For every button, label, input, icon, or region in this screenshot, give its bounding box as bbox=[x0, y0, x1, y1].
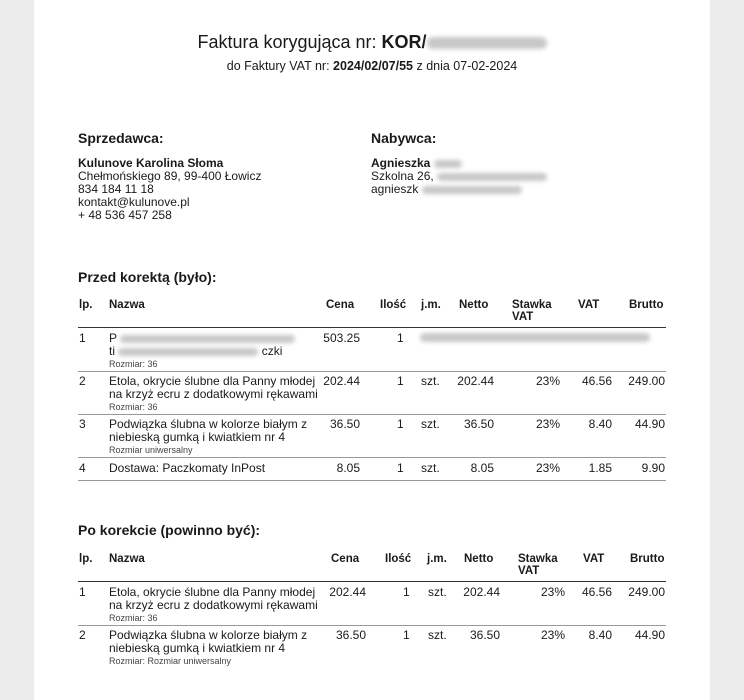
row-qty: 1 bbox=[403, 628, 410, 642]
row-gross: 44.90 bbox=[634, 417, 665, 431]
row-line1: Etola, okrycie ślubne dla Panny młodej bbox=[109, 585, 316, 599]
row-line2: niebieską gumką i kwiatkiem nr 4 bbox=[109, 641, 286, 655]
row-size: Rozmiar: 36 bbox=[109, 613, 158, 623]
row-qty: 1 bbox=[397, 374, 404, 388]
row-unit: szt. bbox=[428, 585, 447, 599]
row-line2: na krzyż ecru z dodatkowymi rękawami bbox=[109, 387, 318, 401]
row-price: 503.25 bbox=[323, 331, 360, 345]
seller-address: Chełmońskiego 89, 99-400 Łowicz bbox=[78, 169, 262, 183]
col-rate: Stawka VAT bbox=[512, 299, 552, 323]
row-net: 202.44 bbox=[457, 374, 494, 388]
row-qty: 1 bbox=[397, 331, 404, 345]
col-vat: VAT bbox=[578, 299, 600, 311]
row-rate: 23% bbox=[535, 374, 560, 388]
seller-phone: + 48 536 457 258 bbox=[78, 208, 172, 222]
row-size: Rozmiar: Rozmiar uniwersalny bbox=[109, 656, 232, 666]
buyer-block bbox=[371, 157, 547, 196]
title-prefix: Faktura korygująca nr: bbox=[197, 32, 382, 52]
row-gross: 44.90 bbox=[634, 628, 665, 642]
redacted-address bbox=[437, 173, 547, 181]
row-price: 36.50 bbox=[335, 628, 366, 642]
redacted-values bbox=[420, 333, 650, 342]
table-row-lp: 4 bbox=[79, 461, 86, 475]
col-gross: Brutto bbox=[630, 553, 665, 565]
invoice-title bbox=[0, 32, 744, 53]
table-row-lp: 1 bbox=[79, 331, 86, 345]
after-heading: Po korekcie (powinno być): bbox=[78, 522, 261, 538]
seller-name: Kulunove Karolina Słoma bbox=[78, 156, 224, 170]
col-qty: Ilość bbox=[385, 553, 412, 565]
before-heading: Przed korektą (było): bbox=[78, 269, 217, 285]
row-price: 8.05 bbox=[336, 461, 360, 475]
row-divider bbox=[78, 414, 666, 415]
row-vat: 46.56 bbox=[581, 585, 612, 599]
subtitle-number: 2024/02/07/55 bbox=[333, 59, 413, 73]
row-divider bbox=[78, 625, 666, 626]
buyer-email: agnieszk bbox=[371, 182, 419, 196]
row-qty: 1 bbox=[403, 585, 410, 599]
row-qty: 1 bbox=[397, 417, 404, 431]
seller-block bbox=[78, 157, 261, 222]
row-line1: P bbox=[109, 331, 117, 345]
row-net: 36.50 bbox=[463, 417, 494, 431]
row-vat: 46.56 bbox=[581, 374, 612, 388]
col-qty: Ilość bbox=[380, 299, 407, 311]
col-lp: lp. bbox=[79, 299, 93, 311]
row-line2: niebieską gumką i kwiatkiem nr 4 bbox=[109, 430, 286, 444]
row-net: 202.44 bbox=[463, 585, 500, 599]
row-unit: szt. bbox=[428, 628, 447, 642]
col-lp: lp. bbox=[79, 553, 93, 565]
seller-heading: Sprzedawca: bbox=[78, 130, 164, 146]
row-divider bbox=[78, 480, 666, 481]
seller-email: kontakt@kulunove.pl bbox=[78, 195, 190, 209]
redacted-product-2 bbox=[118, 348, 258, 356]
table-row-lp: 1 bbox=[79, 585, 86, 599]
buyer-name: Agnieszka bbox=[371, 156, 431, 170]
col-name: Nazwa bbox=[109, 553, 145, 565]
subtitle-prefix: do Faktury VAT nr: bbox=[226, 59, 334, 73]
buyer-address: Szkolna 26, bbox=[371, 169, 434, 183]
table-row-name bbox=[109, 629, 307, 655]
col-vat: VAT bbox=[583, 553, 605, 565]
col-price: Cena bbox=[331, 553, 360, 565]
table-row-name bbox=[109, 586, 318, 612]
table-row-name bbox=[109, 332, 295, 358]
row-unit: szt. bbox=[421, 417, 440, 431]
col-net: Netto bbox=[459, 299, 489, 311]
row-vat: 8.40 bbox=[588, 417, 612, 431]
buyer-heading: Nabywca: bbox=[371, 130, 437, 146]
title-number: KOR/ bbox=[381, 32, 427, 52]
table-row-name: Dostawa: Paczkomaty InPost bbox=[109, 461, 266, 475]
row-unit: szt. bbox=[421, 374, 440, 388]
col-name: Nazwa bbox=[109, 299, 145, 311]
before-header-rule bbox=[78, 327, 666, 328]
row-rate: 23% bbox=[535, 461, 560, 475]
row-line2b: czki bbox=[261, 344, 283, 358]
col-price: Cena bbox=[326, 299, 355, 311]
row-rate: 23% bbox=[535, 417, 560, 431]
row-price: 202.44 bbox=[323, 374, 360, 388]
row-gross: 249.00 bbox=[628, 374, 665, 388]
row-rate: 23% bbox=[540, 628, 565, 642]
row-unit: szt. bbox=[421, 461, 440, 475]
row-size: Rozmiar: 36 bbox=[109, 402, 158, 412]
redacted-name bbox=[434, 160, 462, 168]
row-size: Rozmiar: 36 bbox=[109, 359, 158, 369]
row-net: 36.50 bbox=[469, 628, 500, 642]
seller-nip: 834 184 11 18 bbox=[78, 182, 154, 196]
row-vat: 1.85 bbox=[588, 461, 612, 475]
col-unit: j.m. bbox=[427, 553, 447, 565]
col-net: Netto bbox=[464, 553, 494, 565]
redacted-number bbox=[427, 37, 547, 49]
row-vat: 8.40 bbox=[588, 628, 612, 642]
row-net: 8.05 bbox=[470, 461, 494, 475]
table-row-lp: 3 bbox=[79, 417, 86, 431]
invoice-subtitle bbox=[0, 59, 744, 73]
table-row-lp: 2 bbox=[79, 374, 86, 388]
col-gross: Brutto bbox=[629, 299, 664, 311]
row-gross: 249.00 bbox=[628, 585, 665, 599]
row-gross: 9.90 bbox=[641, 461, 665, 475]
row-divider bbox=[78, 457, 666, 458]
row-line1: Podwiązka ślubna w kolorze białym z bbox=[109, 628, 308, 642]
subtitle-date: z dnia 07-02-2024 bbox=[413, 59, 518, 73]
row-divider bbox=[78, 371, 666, 372]
redacted-product bbox=[120, 335, 295, 343]
row-size: Rozmiar uniwersalny bbox=[109, 445, 193, 455]
redacted-email bbox=[422, 186, 522, 194]
after-header-rule bbox=[78, 581, 666, 582]
row-line2: na krzyż ecru z dodatkowymi rękawami bbox=[109, 598, 318, 612]
row-rate: 23% bbox=[540, 585, 565, 599]
row-price: 202.44 bbox=[329, 585, 366, 599]
table-row-name bbox=[109, 418, 307, 444]
row-line1: Podwiązka ślubna w kolorze białym z bbox=[109, 417, 308, 431]
row-line1: Etola, okrycie ślubne dla Panny młodej bbox=[109, 374, 316, 388]
table-row-lp: 2 bbox=[79, 628, 86, 642]
row-line2: ti bbox=[109, 344, 115, 358]
row-price: 36.50 bbox=[329, 417, 360, 431]
table-row-name bbox=[109, 375, 318, 401]
row-qty: 1 bbox=[397, 461, 404, 475]
col-rate: Stawka VAT bbox=[518, 553, 558, 577]
col-unit: j.m. bbox=[421, 299, 441, 311]
